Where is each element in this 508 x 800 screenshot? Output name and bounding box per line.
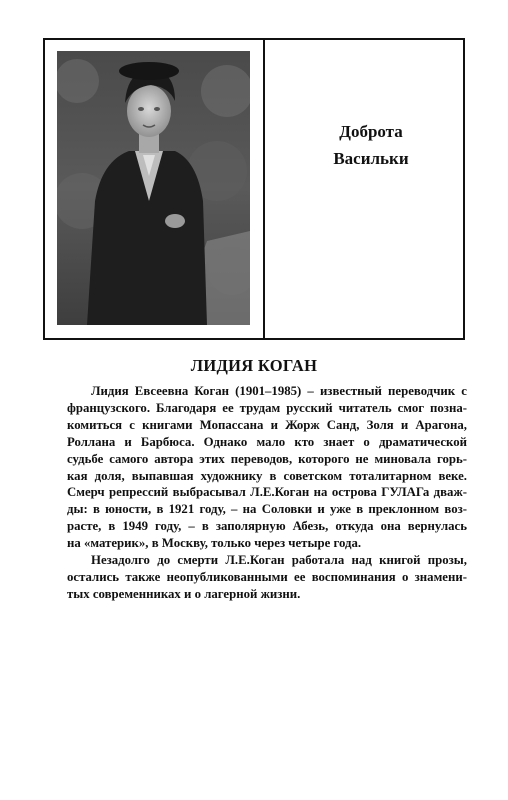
text-line: Роллана и Барбюса. Однако мало кто знает о драматической [67,434,467,449]
text-line: судьбе самого автора этих переводов, которого не миновала горь- [67,451,467,466]
text-line: на «материк», в Москву, только через четыре года. [67,536,362,551]
frame-divider [263,38,265,340]
caption-line-2: Васильки [333,149,409,168]
text-line: комиться с книгами Мопассана и Жорж Санд, Золя и Арагона, [67,417,467,432]
portrait-photo [57,51,250,325]
text-line: Лидия Евсеевна Коган (1901–1985) – известный переводчик с [91,384,467,398]
text-line: Незадолго до смерти Л.Е.Коган работала над книгой прозы, [91,553,467,568]
paragraph-2 [43,552,467,603]
text-line: ды: в юности, в 1921 году, – на Соловки и уже в преклонном воз- [67,502,467,517]
photo-caption [265,118,463,172]
paragraph-1 [43,383,467,552]
page-title: ЛИДИЯ КОГАН [190,356,318,375]
caption-line-1: Доброта [339,122,403,141]
text-line: французского. Благодаря ее трудам русский читатель смог позна- [67,400,467,415]
text-line: кая доля, выпавшая художнику в советском тоталитарном веке. [67,468,467,483]
text-line: остались также неопубликованными ее воспоминания о знамени- [67,569,467,584]
text-line: Смерч репрессий выбрасывал Л.Е.Коган на острова ГУЛАГа дваж- [67,485,467,500]
text-line: тых современниках и о лагерной жизни. [67,586,301,601]
text-line: расте, в 1949 году, – в заполярную Абезь, откуда она вернулась [67,519,467,534]
biography-text [43,383,467,603]
